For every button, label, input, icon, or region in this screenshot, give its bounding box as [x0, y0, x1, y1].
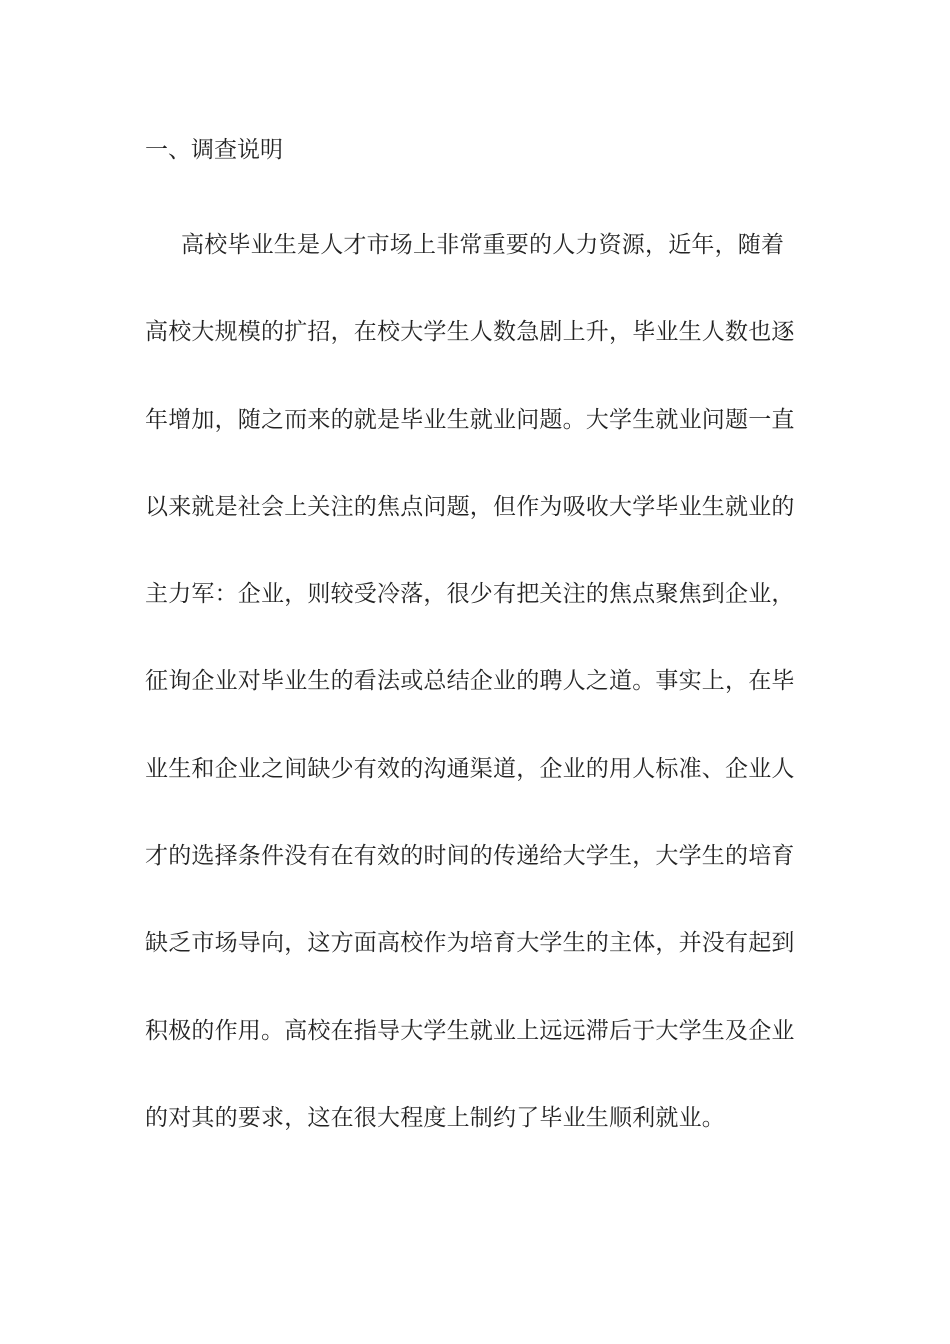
body-paragraph — [145, 227, 805, 1187]
paragraph-line: 高校毕业生是人才市场上非常重要的人力资源，近年，随着 — [181, 232, 785, 258]
paragraph-line: 征询企业对毕业生的看法或总结企业的聘人之道。事实上，在毕 — [145, 668, 795, 695]
paragraph-line: 以来就是社会上关注的焦点问题，但作为吸收大学毕业生就业的 — [145, 493, 795, 520]
paragraph-line: 缺乏市场导向，这方面高校作为培育大学生的主体，并没有起到 — [145, 930, 795, 957]
paragraph-line: 业生和企业之间缺少有效的沟通渠道，企业的用人标准、企业人 — [145, 755, 795, 782]
paragraph-line: 才的选择条件没有在有效的时间的传递给大学生，大学生的培育 — [145, 843, 795, 870]
section-heading: 一、调查说明 — [145, 137, 283, 163]
paragraph-line: 年增加，随之而来的就是毕业生就业问题。大学生就业问题一直 — [145, 406, 795, 433]
paragraph-line: 高校大规模的扩招，在校大学生人数急剧上升，毕业生人数也逐 — [145, 319, 795, 346]
paragraph-line: 主力军：企业，则较受冷落，很少有把关注的焦点聚焦到企业， — [145, 581, 795, 608]
paragraph-line: 积极的作用。高校在指导大学生就业上远远滞后于大学生及企业 — [145, 1017, 795, 1044]
paragraph-line: 的对其的要求，这在很大程度上制约了毕业生顺利就业。 — [145, 1104, 725, 1131]
